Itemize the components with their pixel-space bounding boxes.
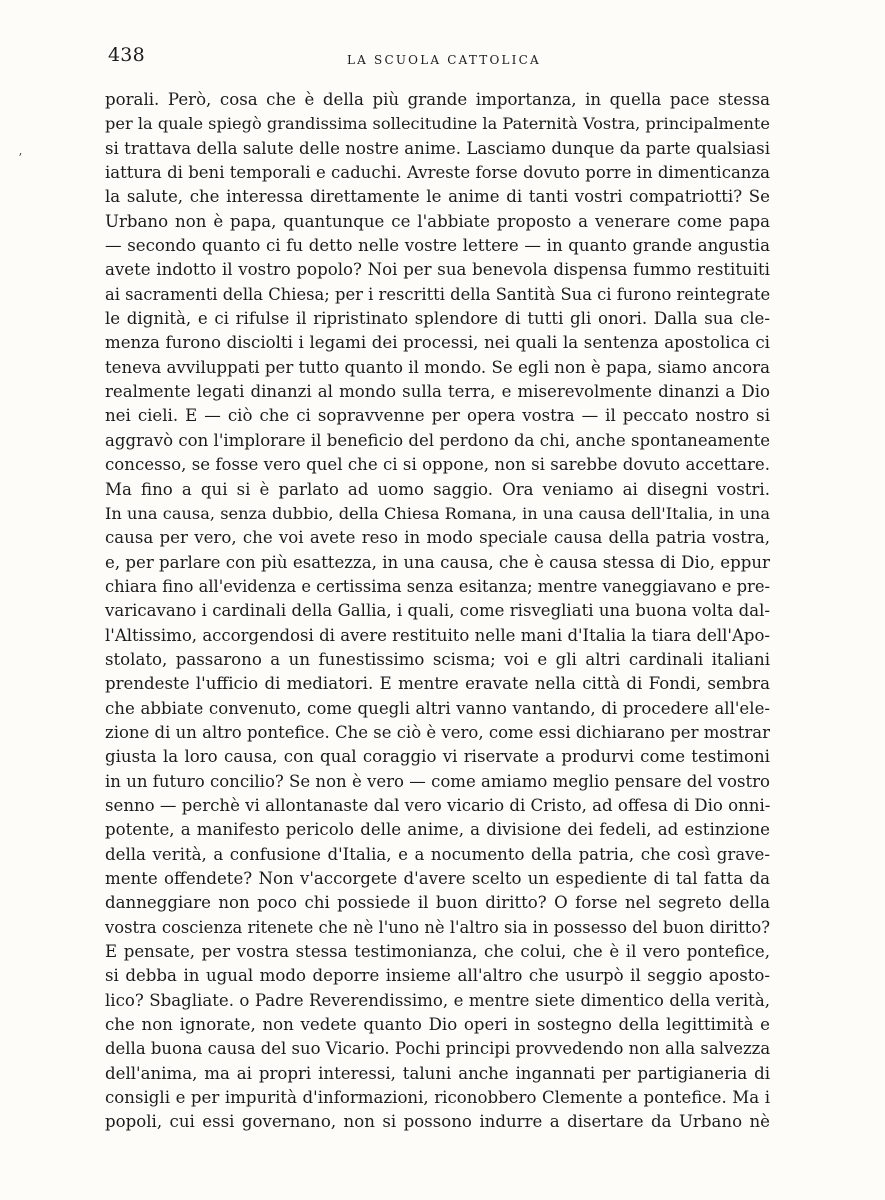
- text-line: dell'anima, ma ai propri interessi, taluni anche ingannati per partigianeria di: [105, 1063, 770, 1083]
- text-line: stolato, passarono a un funestissimo scisma; voi e gli altri cardinali italiani: [105, 649, 770, 669]
- text-line: porali. Però, cosa che è della più grande importanza, in quella pace stessa: [105, 90, 770, 109]
- text-line: e, per parlare con più esattezza, in una causa, che è causa stessa di Dio, eppur: [105, 552, 770, 572]
- text-line: Ma fino a qui si è parlato ad uomo saggio. Ora veniamo ai disegni vostri.: [105, 479, 770, 499]
- text-line: iattura di beni temporali e caduchi. Avreste forse dovuto porre in dimenticanza: [105, 163, 770, 183]
- text-line: Urbano non è papa, quantunque ce l'abbiate proposto a venerare come papa: [105, 211, 770, 231]
- text-line: si trattava della salute delle nostre anime. Lasciamo dunque da parte qualsiasi: [105, 138, 770, 158]
- text-line: potente, a manifesto pericolo delle anime, a divisione dei fedeli, ad estinzione: [105, 820, 770, 840]
- page-number: 438: [108, 44, 145, 66]
- text-line: realmente legati dinanzi al mondo sulla terra, e miserevolmente dinanzi a Dio: [105, 382, 770, 402]
- margin-mark: ʼ: [18, 151, 22, 165]
- text-line: prendeste l'ufficio di mediatori. E mentre eravate nella città di Fondi, sembra: [105, 674, 770, 694]
- text-line: nei cieli. E — ciò che ci sopravvenne per opera vostra — il peccato nostro si: [105, 406, 770, 426]
- text-line: concesso, se fosse vero quel che ci si oppone, non si sarebbe dovuto accettare.: [105, 455, 770, 475]
- page-header: [108, 44, 773, 74]
- text-line: lico? Sbagliate. o Padre Reverendissimo, e mentre siete dimentico della verità,: [105, 990, 770, 1010]
- text-line: chiara fino all'evidenza e certissima senza esitanza; mentre vaneggiavano e pre-: [105, 576, 770, 596]
- text-line: zione di un altro pontefice. Che se ciò è vero, come essi dichiarano per mostrar: [105, 722, 770, 742]
- text-line: causa per vero, che voi avete reso in modo speciale causa della patria vostra,: [105, 528, 770, 548]
- text-line: avete indotto il vostro popolo? Noi per sua benevola dispensa fummo restituiti: [105, 260, 770, 280]
- text-line: popoli, cui essi governano, non si possono indurre a disertare da Urbano nè: [105, 1112, 770, 1132]
- text-line: aggravò con l'implorare il beneficio del perdono da chi, anche spontaneamente: [105, 430, 770, 450]
- text-line: E pensate, per vostra stessa testimonianza, che colui, che è il vero pontefice,: [105, 942, 770, 962]
- text-line: in un futuro concilio? Se non è vero — come amiamo meglio pensare del vostro: [105, 771, 770, 791]
- text-line: — secondo quanto ci fu detto nelle vostre lettere — in quanto grande angustia: [105, 236, 770, 256]
- text-line: l'Altissimo, accorgendosi di avere restituito nelle mani d'Italia la tiara dell'Apo-: [105, 625, 770, 645]
- text-line: si debba in ugual modo deporre insieme all'altro che usurpò il seggio aposto-: [105, 966, 770, 986]
- text-line: senno — perchè vi allontanaste dal vero vicario di Cristo, ad offesa di Dio onni-: [105, 795, 771, 815]
- text-line: consigli e per impurità d'informazioni, riconobbero Clemente a pontefice. Ma i: [105, 1088, 770, 1108]
- running-head: LA SCUOLA CATTOLICA: [347, 53, 541, 67]
- text-line: menza furono disciolti i legami dei processi, nei quali la sentenza apostolica ci: [105, 333, 770, 353]
- text-line: della buona causa del suo Vicario. Pochi principi provvedendo non alla salvezza: [105, 1039, 771, 1059]
- text-line: teneva avviluppati per tutto quanto il mondo. Se egli non è papa, siamo ancora: [105, 357, 770, 377]
- text-line: che abbiate convenuto, come quegli altri vanno vantando, di procedere all'ele-: [105, 698, 770, 718]
- text-line: varicavano i cardinali della Gallia, i quali, come risvegliati una buona volta dal-: [105, 601, 770, 621]
- text-line: ai sacramenti della Chiesa; per i rescritti della Santità Sua ci furono reintegrate: [105, 284, 771, 304]
- text-line: In una causa, senza dubbio, della Chiesa Romana, in una causa dell'Italia, in una: [105, 503, 770, 523]
- body-text: [105, 88, 770, 1135]
- text-line: che non ignorate, non vedete quanto Dio operi in sostegno della legittimità e: [105, 1015, 770, 1035]
- text-line: la salute, che interessa direttamente le anime di tanti vostri compatriotti? Se: [105, 187, 770, 207]
- text-line: le dignità, e ci rifulse il ripristinato splendore di tutti gli onori. Dalla sua cle-: [105, 309, 770, 329]
- text-line: per la quale spiegò grandissima sollecitudine la Paternità Vostra, principalmente: [105, 114, 770, 134]
- text-line: giusta la loro causa, con qual coraggio vi riservate a produrvi come testimoni: [105, 747, 770, 767]
- text-line: danneggiare non poco chi possiede il buon diritto? O forse nel segreto della: [105, 893, 770, 913]
- text-line: della verità, a confusione d'Italia, e a nocumento della patria, che così grave-: [105, 844, 770, 864]
- text-line: vostra coscienza ritenete che nè l'uno nè l'altro sia in possesso del buon diritto?: [105, 917, 770, 937]
- text-line: mente offendete? Non v'accorgete d'avere scelto un espediente di tal fatta da: [105, 869, 770, 888]
